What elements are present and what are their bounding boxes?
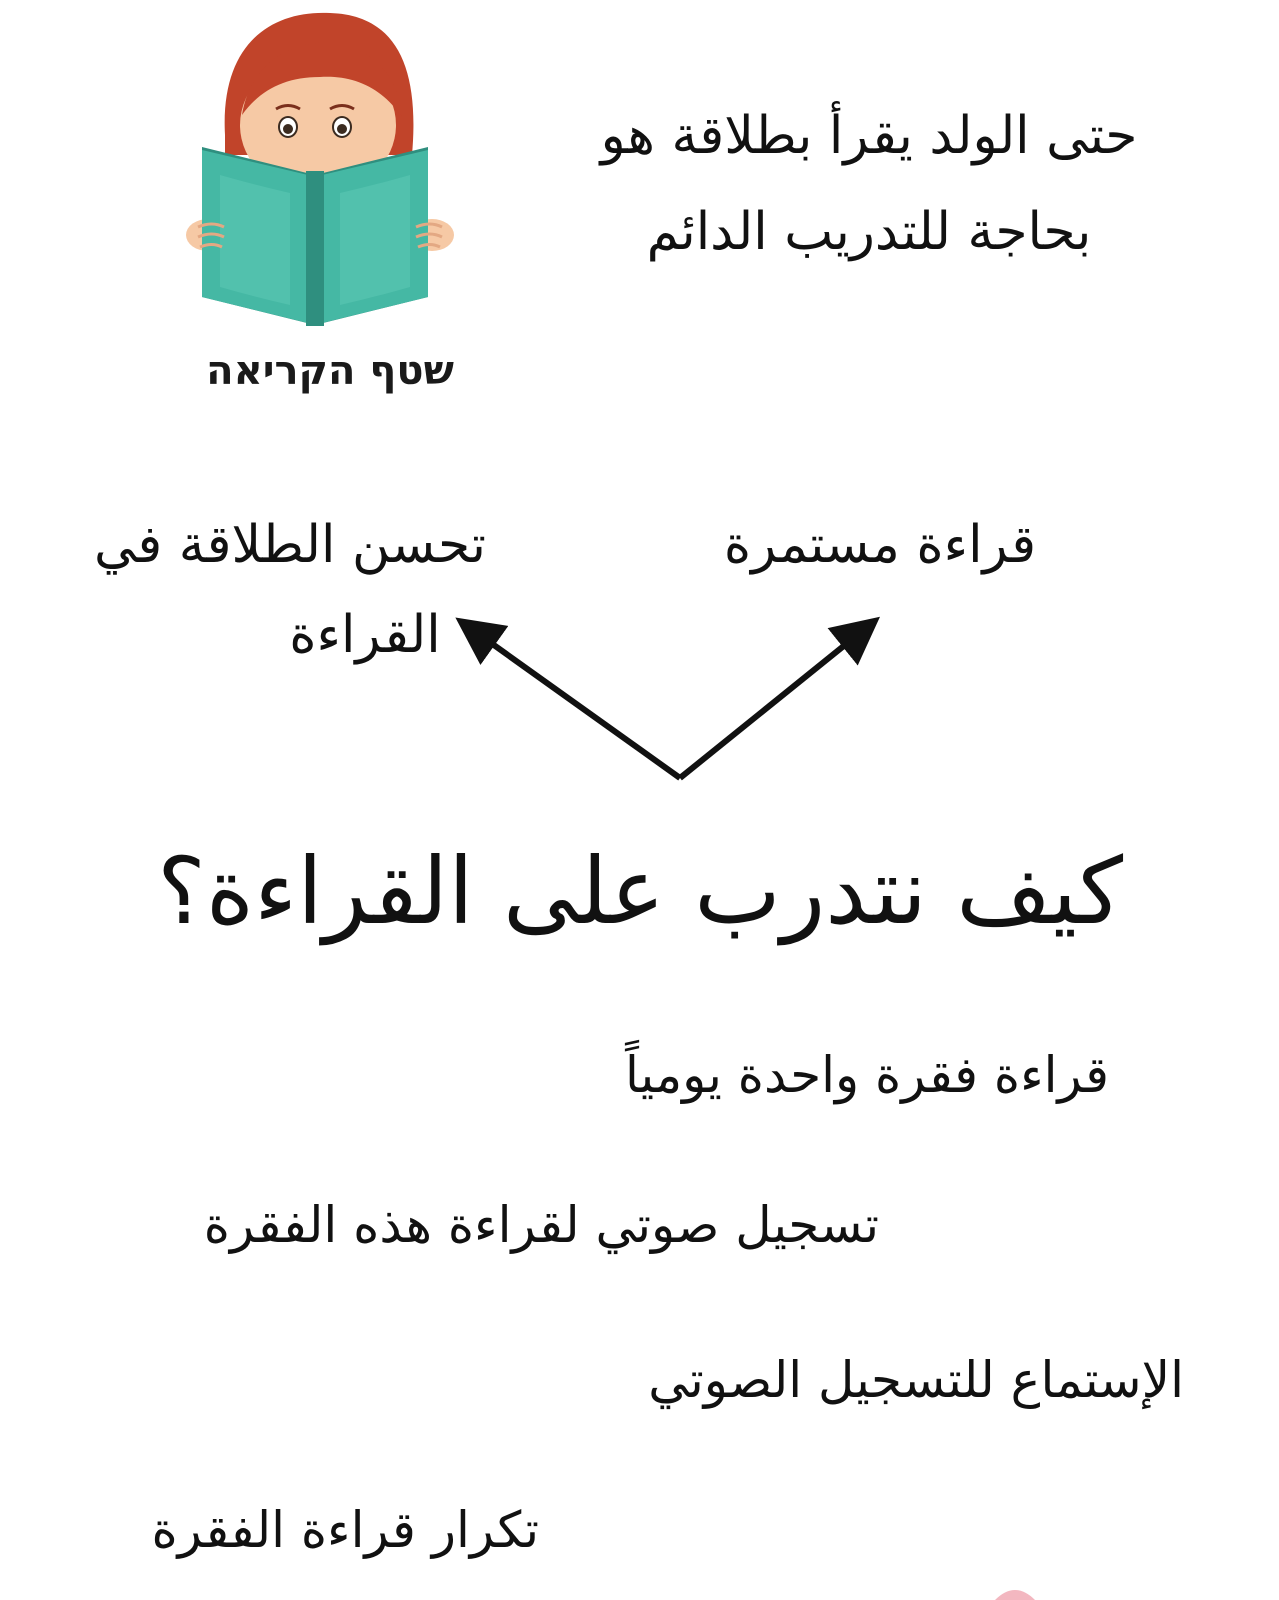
brand-label: שטף הקריאה <box>206 348 454 394</box>
arrow-left <box>470 628 680 778</box>
benefit-fluency-line-1: تحسن الطلاقة في <box>94 515 486 575</box>
step-item: تسجيل صوتي لقراءة هذه الفقرة <box>203 1196 879 1254</box>
intro-line-1: حتى الولد يقرأ بطلاقة هو <box>600 106 1138 166</box>
benefit-continuous-reading: قراءة مستمرة <box>723 515 1037 575</box>
step-item: تكرار قراءة الفقرة <box>151 1501 539 1559</box>
arrow-right <box>680 628 866 778</box>
intro-line-2: بحاجة للتدريب الدائم <box>646 202 1092 262</box>
step-item: الإستماع للتسجيل الصوتي <box>648 1351 1184 1409</box>
step-item: قراءة فقرة واحدة يومياً <box>625 1046 1109 1104</box>
benefit-fluency-line-2: القراءة <box>289 605 441 665</box>
decorative-flower-icon <box>985 1580 1045 1600</box>
main-heading: كيف نتدرب على القراءة؟ <box>157 838 1123 945</box>
